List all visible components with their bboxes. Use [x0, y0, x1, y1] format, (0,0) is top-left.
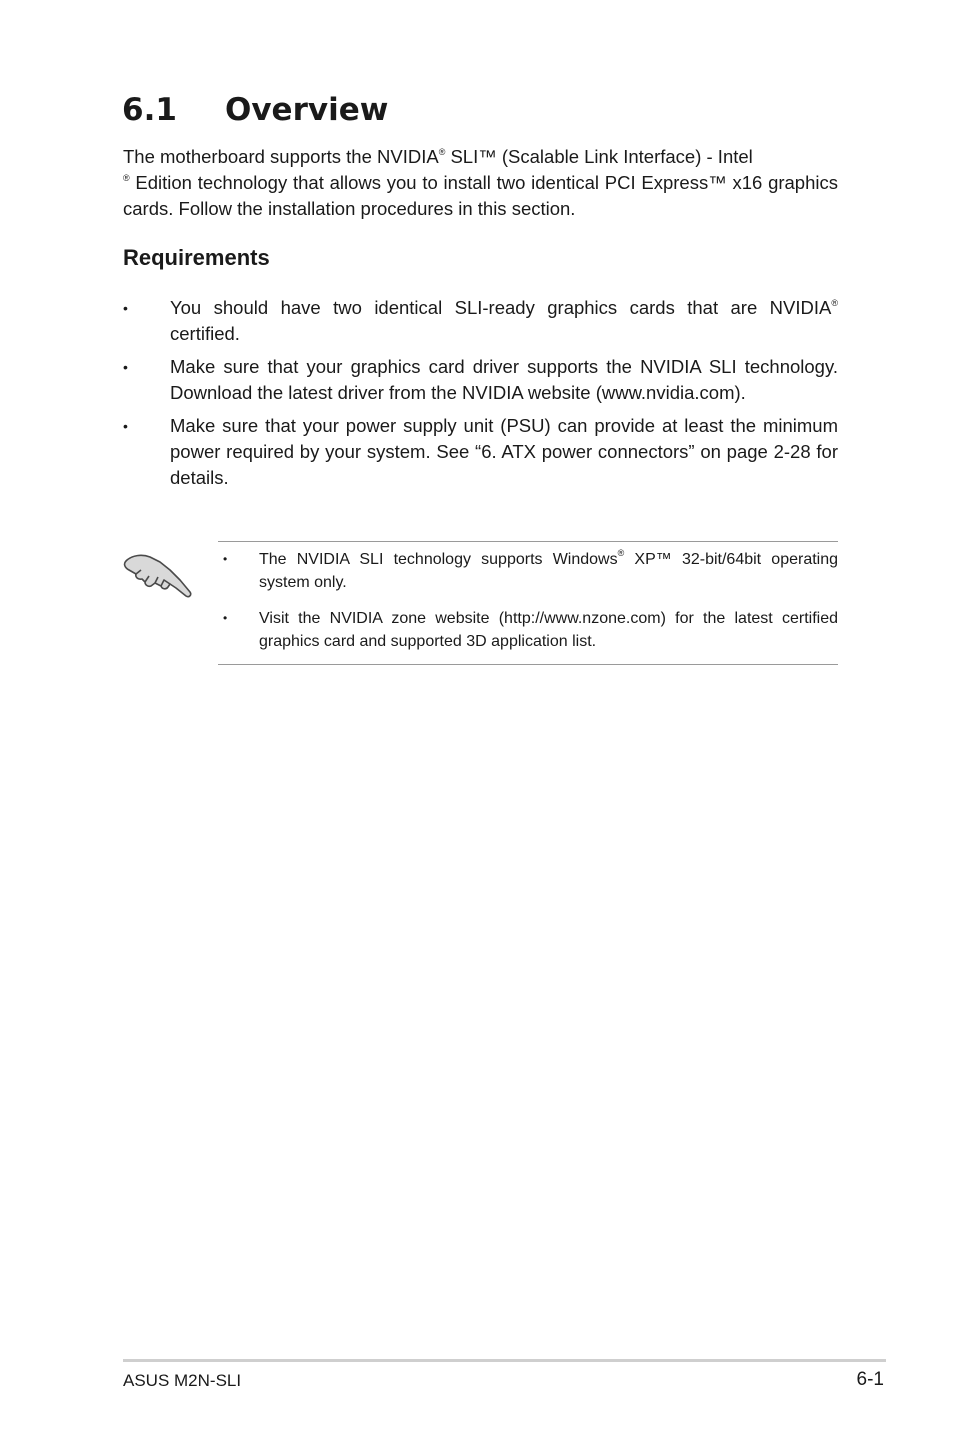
- list-item-tail: certified.: [170, 323, 240, 344]
- registered-mark: ®: [123, 173, 130, 183]
- registered-mark: ®: [438, 147, 446, 157]
- requirements-list: [123, 295, 838, 498]
- footer-page-number: 6-1: [856, 1369, 884, 1390]
- hand-note-icon: [120, 543, 194, 603]
- section-number: 6.1: [122, 92, 177, 128]
- note-item-tail: XP™ 32-bit/64bit operating system only.: [259, 551, 839, 591]
- section-title: [122, 90, 388, 130]
- bullet: •: [223, 611, 228, 625]
- list-item: [123, 354, 838, 406]
- bullet: •: [123, 359, 128, 375]
- bullet: •: [223, 552, 228, 566]
- note-list: [223, 548, 838, 666]
- list-item-text: You should have two identical SLI-ready graphics cards that are NVIDIA: [170, 297, 832, 318]
- intro-text-3: Edition technology that allows you to install two identical PCI Express™ x16 graphics cards. Follow the installation procedures in this section.: [123, 172, 838, 219]
- intro-text-2: SLI™ (Scalable Link Interface) - Intel: [445, 146, 753, 167]
- footer-product-name: ASUS M2N-SLI: [123, 1371, 242, 1390]
- section-title-text: Overview: [225, 92, 389, 128]
- registered-mark: ®: [831, 298, 838, 308]
- registered-mark: ®: [617, 548, 625, 558]
- list-item-text: Make sure that your power supply unit (PSU) can provide at least the minimum power required by your system. See “6. ATX power connectors” on page 2-28 for details.: [170, 415, 838, 488]
- note-item-text: The NVIDIA SLI technology supports Windows: [259, 551, 618, 568]
- list-item: [123, 413, 838, 491]
- list-item-text: Make sure that your graphics card driver supports the NVIDIA SLI technology. Download the latest driver from the NVIDIA website (www.nvidia.com).: [170, 356, 838, 403]
- requirements-heading: Requirements: [123, 245, 270, 270]
- note-item: [223, 607, 838, 653]
- intro-text-1: The motherboard supports the NVIDIA: [123, 146, 439, 167]
- footer-divider: [123, 1359, 886, 1362]
- list-item: [123, 295, 838, 347]
- bullet: •: [123, 300, 128, 316]
- note-item-text: Visit the NVIDIA zone website (http://www.nzone.com) for the latest certified graphics card and supported 3D application list.: [259, 610, 838, 650]
- note-item: [223, 548, 838, 594]
- intro-paragraph: [123, 144, 838, 222]
- bullet: •: [123, 418, 128, 434]
